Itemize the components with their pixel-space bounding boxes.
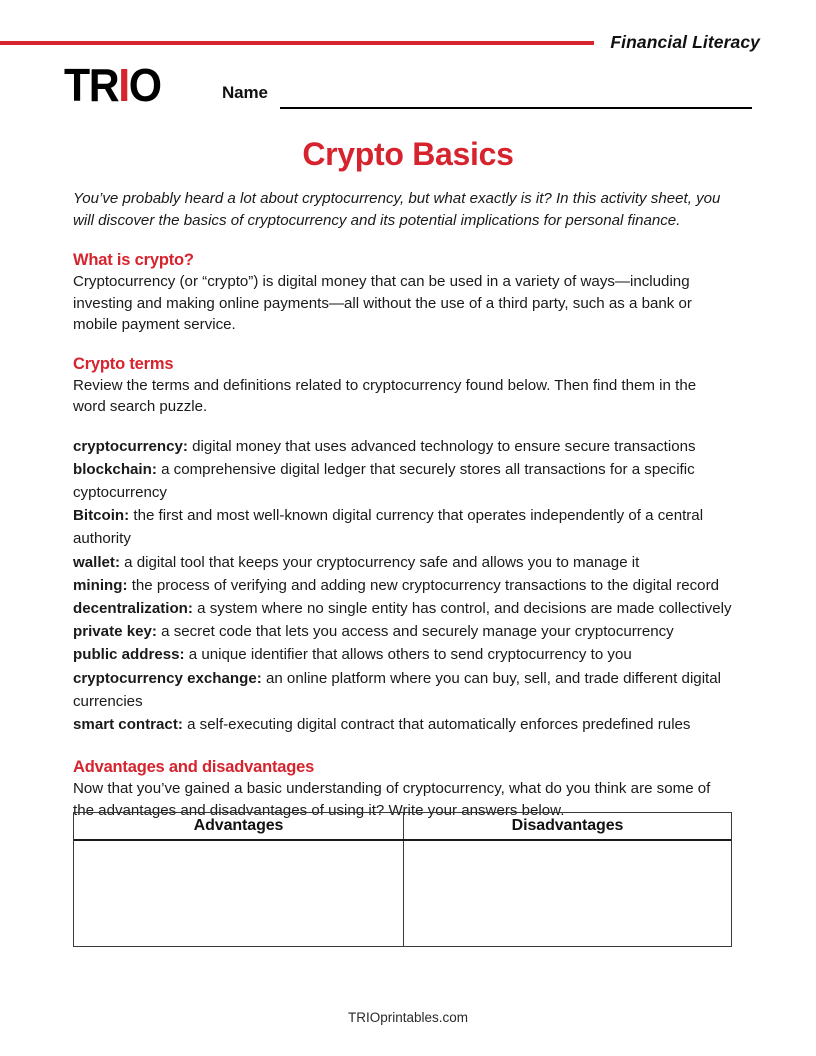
term-label: public address: (73, 646, 185, 664)
term-item (73, 458, 732, 504)
section-body-advantages: Now that you’ve gained a basic understanding of cryptocurrency, what do you think are some of the advantages and disadvantages of using it? Write your answers below. (73, 780, 711, 819)
section-heading-advantages: Advantages and disadvantages (73, 758, 315, 777)
answer-cell-disadvantages[interactable] (404, 841, 731, 946)
term-item (73, 667, 732, 713)
footer-website: TRIOprintables.com (347, 1010, 469, 1025)
term-label: Bitcoin: (73, 507, 130, 525)
term-item (73, 504, 732, 550)
term-definition: a comprehensive digital ledger that securely stores all transactions for a specific cyptocurrency (73, 460, 695, 501)
term-definition: a system where no single entity has control, and decisions are made collectively (192, 599, 732, 617)
term-label: cryptocurrency exchange: (73, 669, 262, 687)
worksheet-content (73, 188, 732, 821)
table-row (74, 841, 731, 946)
term-label: wallet: (73, 553, 120, 571)
term-label: decentralization: (73, 599, 193, 617)
name-label: Name (222, 83, 268, 102)
term-definition: a self-executing digital contract that automatically enforces predefined rules (182, 715, 691, 733)
subject-label: Financial Literacy (610, 32, 760, 52)
term-definition: the first and most well-known digital currency that operates independently of a central authority (73, 507, 704, 548)
term-item (73, 435, 732, 458)
logo-text-before: TR (64, 59, 119, 111)
term-item (73, 597, 732, 620)
table-header-row (74, 813, 731, 841)
term-label: smart contract: (73, 715, 183, 733)
advantages-disadvantages-table (73, 812, 732, 947)
column-header-advantages: Advantages (74, 813, 404, 839)
section-body-crypto-terms: Review the terms and definitions related to cryptocurrency found below. Then find them in the word search puzzle. (73, 376, 697, 415)
term-item (73, 643, 732, 666)
term-item (73, 551, 732, 574)
intro-paragraph: You’ve probably heard a lot about cryptocurrency, but what exactly is it? In this activity sheet, you will discover the basics of cryptocurrency and its potential implications for personal finance. (73, 190, 721, 229)
term-label: private key: (73, 623, 157, 641)
term-definition: a secret code that lets you access and securely manage your cryptocurrency (156, 623, 674, 641)
answer-cell-advantages[interactable] (74, 841, 404, 946)
section-heading-crypto-terms: Crypto terms (73, 354, 174, 373)
terms-list (73, 435, 732, 737)
term-definition: digital money that uses advanced technology to ensure secure transactions (187, 437, 696, 455)
term-label: cryptocurrency: (73, 437, 188, 455)
header-accent-rule (0, 41, 594, 45)
logo-text-after: O (128, 59, 161, 111)
term-item (73, 620, 732, 643)
column-header-disadvantages: Disadvantages (511, 817, 624, 834)
section-body-what-is-crypto: Cryptocurrency (or “crypto”) is digital money that can be used in a variety of ways—including investing and making online payments—all without the use of a third party, such as a bank or mobile payment service. (73, 273, 692, 333)
section-heading-what-is-crypto: What is crypto? (73, 251, 194, 269)
term-label: mining: (73, 576, 128, 594)
page-title: Crypto Basics (302, 136, 514, 172)
term-definition: a digital tool that keeps your cryptocurrency safe and allows you to manage it (119, 553, 640, 571)
term-item (73, 574, 732, 597)
term-item (73, 713, 732, 736)
name-field[interactable] (222, 83, 752, 111)
logo-accent-letter: I (118, 59, 129, 111)
term-definition: a unique identifier that allows others to send cryptocurrency to you (184, 646, 632, 664)
name-write-line[interactable] (280, 107, 752, 109)
section-what-is-crypto (73, 251, 732, 336)
term-definition: an online platform where you can buy, sell, and trade different digital currencies (73, 669, 721, 710)
trio-logo (64, 59, 161, 111)
section-crypto-terms (73, 355, 732, 418)
term-definition: the process of verifying and adding new cryptocurrency transactions to the digital record (127, 576, 719, 594)
term-label: blockchain: (73, 460, 157, 478)
